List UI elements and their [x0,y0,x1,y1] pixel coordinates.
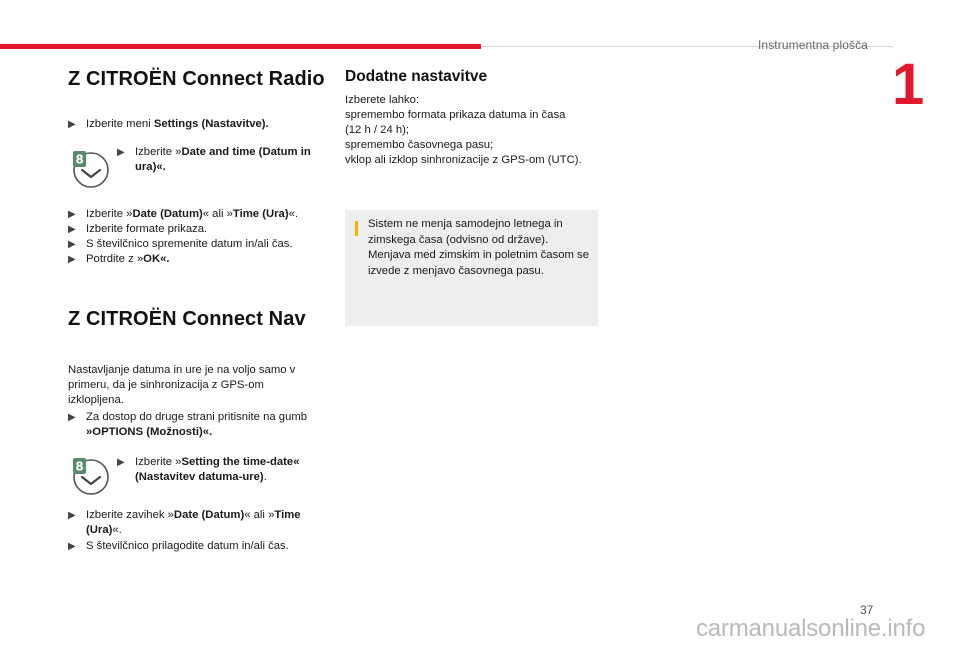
chapter-number: 1 [892,52,925,117]
nav-step-3: ▶ Izberite zavihek »Date (Datum)« ali »Time (Ura)«. [68,509,301,536]
additional-line-1: Izberete lahko: [345,94,420,106]
additional-line-4: spremembo časovnega pasu; [345,139,494,151]
nav-intro: Nastavljanje datuma in ure je na voljo samo v primeru, da je sinhronizacija z GPS-om izklopljena. [68,364,296,406]
bullet-icon: ▶ [68,209,76,220]
radio-step-2: ▶ Izberite »Date and time (Datum in ura)«. [117,146,311,173]
info-icon [355,221,358,236]
additional-line-3: (12 h / 24 h); [345,124,410,136]
nav-step-2: ▶ Izberite »Setting the time-date« (Nastavitev datuma-ure). [117,456,300,483]
info-text: Sistem ne menja samodejno letnega in zimskega časa (odvisno od države). Menjava med zimskim in poletnim časom se izvede z menjavo časovnega pasu. [368,218,589,277]
bullet-icon: ▶ [68,541,76,552]
radio-step-1: ▶ Izberite meni Settings (Nastavitve). [68,118,269,130]
additional-line-5: vklop ali izklop sinhronizacije z GPS-om (UTC). [345,154,582,166]
bullet-icon: ▶ [68,224,76,235]
home-button-8-icon [71,150,111,190]
bullet-icon: ▶ [68,119,76,130]
svg-text:8: 8 [75,459,84,474]
bullet-icon: ▶ [117,147,125,158]
bullet-icon: ▶ [68,412,76,423]
radio-step-5: ▶ S številčnico spremenite datum in/ali čas. [68,238,293,250]
bullet-icon: ▶ [117,457,125,468]
radio-heading: Z CITROËN Connect Radio [68,68,325,90]
bullet-icon: ▶ [68,510,76,521]
bullet-icon: ▶ [68,239,76,250]
additional-settings-heading: Dodatne nastavitve [345,68,488,85]
section-title: Instrumentna plošča [758,38,868,52]
radio-step-3: ▶ Izberite »Date (Datum)« ali »Time (Ura)«. [68,208,299,220]
info-box [345,210,598,326]
nav-heading: Z CITROËN Connect Nav [68,308,306,330]
page-number: 37 [860,603,874,617]
home-button-8-icon [71,457,111,497]
radio-step-4: ▶ Izberite formate prikaza. [68,223,208,235]
header-red-bar [0,44,481,49]
svg-text:8: 8 [75,152,84,167]
radio-step-6: ▶ Potrdite z »OK«. [68,253,170,265]
additional-line-2: spremembo formata prikaza datuma in časa [345,109,566,121]
nav-step-1: ▶ Za dostop do druge strani pritisnite na gumb »OPTIONS (Možnosti)«. [68,411,308,438]
watermark: carmanualsonline.info [696,615,926,642]
bullet-icon: ▶ [68,254,76,265]
nav-step-4: ▶ S številčnico prilagodite datum in/ali čas. [68,540,289,552]
